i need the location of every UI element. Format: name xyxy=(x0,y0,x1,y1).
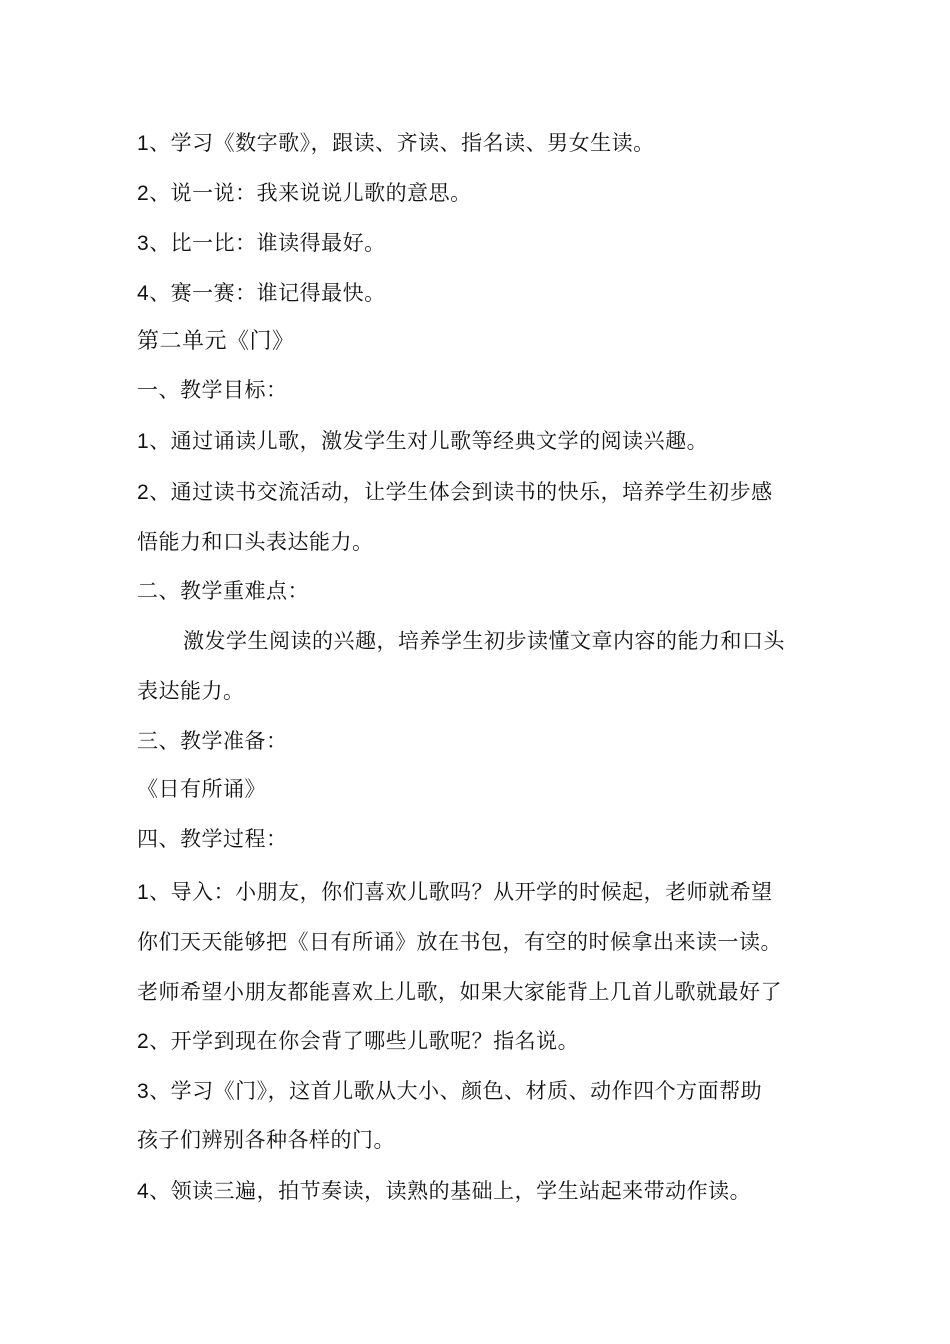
material-text: 《日有所诵》 xyxy=(137,777,266,801)
goal-continuation xyxy=(137,527,817,557)
process-number: 1 xyxy=(137,881,150,904)
material-line xyxy=(137,774,817,804)
goal-continuation-text: 悟能力和口头表达能力。 xyxy=(137,530,374,554)
process-line xyxy=(137,1176,817,1207)
step-line xyxy=(137,278,817,309)
process-line xyxy=(137,877,817,908)
goal-number: 1 xyxy=(137,430,150,453)
paragraph-line xyxy=(183,626,863,656)
goal-text: 、通过诵读儿歌，激发学生对儿歌等经典文学的阅读兴趣。 xyxy=(149,429,709,453)
step-line xyxy=(137,128,817,159)
step-text: 、赛一赛：谁记得最快。 xyxy=(149,281,386,305)
step-text: 、比一比：谁读得最好。 xyxy=(149,231,386,255)
goal-line xyxy=(137,426,817,457)
section-heading xyxy=(137,375,817,405)
section-heading-text: 三、教学准备： xyxy=(137,729,288,753)
process-text: 、开学到现在你会背了哪些儿歌呢？指名说。 xyxy=(149,1029,580,1053)
process-continuation xyxy=(137,1125,817,1155)
step-number: 3 xyxy=(137,232,150,255)
section-heading-text: 二、教学重难点： xyxy=(137,579,309,603)
process-text: 老师希望小朋友都能喜欢上儿歌，如果大家能背上几首儿歌就最好了 xyxy=(137,980,782,1004)
paragraph-text: 激发学生阅读的兴趣，培养学生初步读懂文章内容的能力和口头 xyxy=(183,629,785,653)
step-line xyxy=(137,228,817,259)
step-number: 1 xyxy=(137,132,150,155)
process-number: 2 xyxy=(137,1030,150,1053)
process-number: 3 xyxy=(137,1080,150,1103)
goal-text: 、通过读书交流活动，让学生体会到读书的快乐，培养学生初步感 xyxy=(149,480,773,504)
step-text: 、学习《数字歌》，跟读、齐读、指名读、男女生读。 xyxy=(149,131,655,155)
process-continuation xyxy=(137,977,817,1007)
process-line xyxy=(137,1026,817,1057)
unit-title-text: 第二单元《门》 xyxy=(137,329,295,354)
section-heading xyxy=(137,824,817,854)
process-number: 4 xyxy=(137,1180,150,1203)
paragraph-continuation xyxy=(137,676,817,706)
process-text: 、学习《门》，这首儿歌从大小、颜色、材质、动作四个方面帮助 xyxy=(149,1079,763,1103)
process-text: 孩子们辨别各种各样的门。 xyxy=(137,1128,395,1152)
step-text: 、说一说：我来说说儿歌的意思。 xyxy=(149,181,472,205)
unit-title xyxy=(137,327,817,357)
step-line xyxy=(137,178,817,209)
process-text: 、领读三遍，拍节奏读，读熟的基础上，学生站起来带动作读。 xyxy=(149,1179,752,1203)
process-continuation xyxy=(137,927,817,957)
step-number: 2 xyxy=(137,182,150,205)
process-line xyxy=(137,1076,817,1107)
section-heading-text: 一、教学目标： xyxy=(137,378,288,402)
section-heading-text: 四、教学过程： xyxy=(137,827,288,851)
process-text: 你们天天能够把《日有所诵》放在书包，有空的时候拿出来读一读。 xyxy=(137,930,782,954)
goal-line xyxy=(137,477,817,508)
step-number: 4 xyxy=(137,282,150,305)
paragraph-text: 表达能力。 xyxy=(137,679,245,703)
process-text: 、导入：小朋友，你们喜欢儿歌吗？从开学的时候起，老师就希望 xyxy=(149,880,773,904)
section-heading xyxy=(137,576,817,606)
section-heading xyxy=(137,726,817,756)
goal-number: 2 xyxy=(137,481,150,504)
